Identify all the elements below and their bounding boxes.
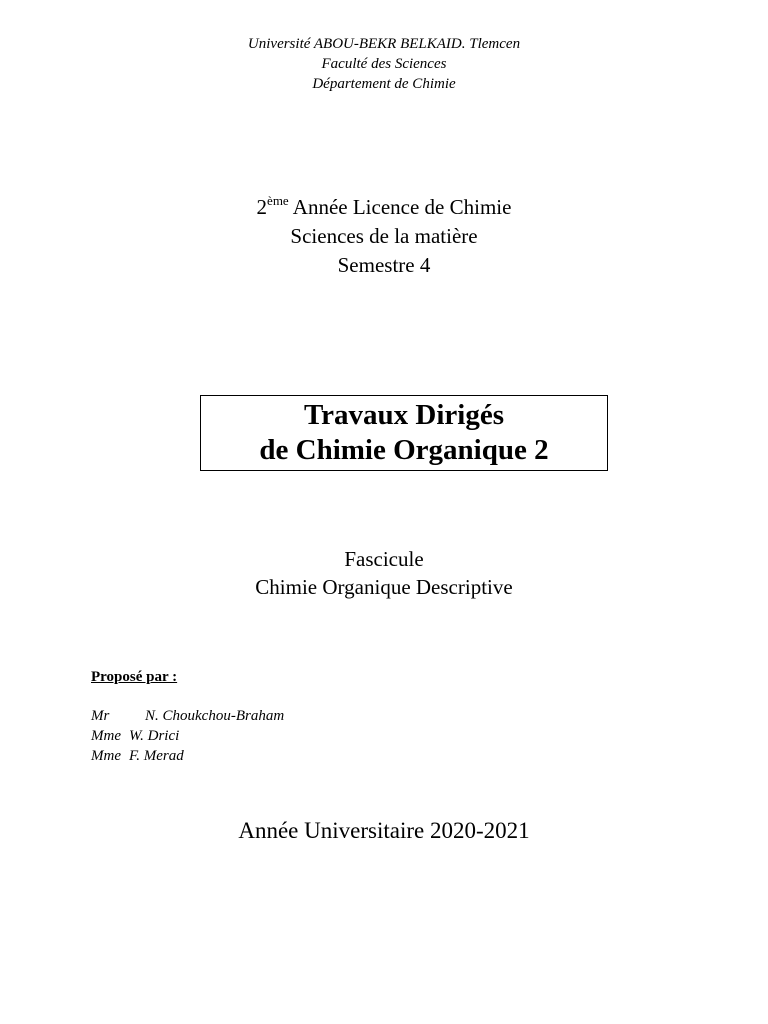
semester: Semestre 4 xyxy=(337,253,431,277)
field-of-study: Sciences de la matière xyxy=(290,224,478,248)
author-name: W. Drici xyxy=(129,728,180,744)
year-line xyxy=(0,193,768,222)
title-line-1: Travaux Dirigés xyxy=(303,399,505,431)
author-title: Mme xyxy=(91,728,121,744)
department-name: Département de Chimie xyxy=(312,76,456,92)
study-level-block xyxy=(0,193,768,280)
booklet-block xyxy=(0,545,768,601)
author-title: Mme xyxy=(91,748,121,764)
institution-header xyxy=(0,34,768,94)
author-item xyxy=(91,726,284,746)
year-suffix: ème xyxy=(267,193,289,208)
faculty-name: Faculté des Sciences xyxy=(321,56,447,72)
year-text: Année Licence de Chimie xyxy=(288,195,512,219)
booklet-label: Fascicule xyxy=(344,547,424,571)
proposed-by-label: Proposé par : xyxy=(91,669,178,685)
author-name: F. Merad xyxy=(129,748,184,764)
author-name: N. Choukchou-Braham xyxy=(145,708,285,724)
academic-year: Année Universitaire 2020-2021 xyxy=(238,818,530,843)
title-line-2: de Chimie Organique 2 xyxy=(259,434,549,466)
author-item xyxy=(91,746,284,766)
author-item xyxy=(91,706,284,726)
author-title: Mr xyxy=(91,708,110,724)
university-name: Université ABOU-BEKR BELKAID. Tlemcen xyxy=(247,36,521,52)
year-number: 2 xyxy=(256,195,268,219)
document-title-box xyxy=(200,395,608,471)
booklet-subject: Chimie Organique Descriptive xyxy=(255,575,513,599)
author-list xyxy=(91,706,284,766)
